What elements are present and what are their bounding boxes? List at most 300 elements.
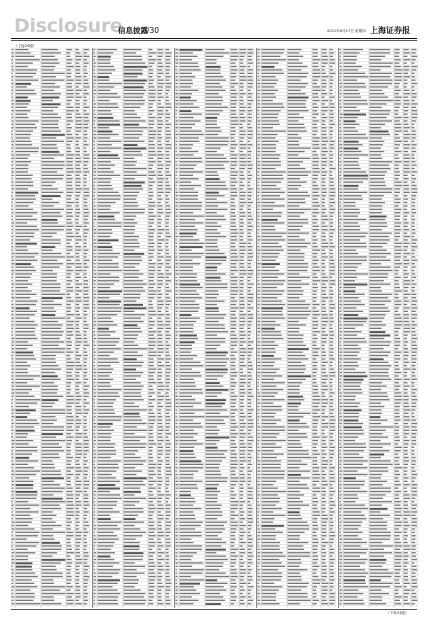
table-cell-text (12, 331, 13, 332)
table-cell-text (322, 525, 327, 526)
table-cell-text (330, 311, 333, 312)
table-cell-text (158, 420, 163, 421)
table-cell-text (322, 76, 329, 77)
table-cell-text (180, 229, 198, 230)
table-cell-text (12, 379, 14, 380)
table-cell-text (288, 226, 303, 227)
table-cell-text (16, 178, 32, 179)
table-cell-text (231, 505, 239, 506)
table-cell-text (248, 586, 254, 587)
table-cell-text (16, 304, 36, 305)
table-cell-text (94, 372, 97, 373)
table-cell-text (180, 256, 202, 257)
table-cell-text (412, 137, 416, 138)
table-cell-text (288, 185, 302, 186)
table-cell-text (124, 437, 146, 438)
table-cell-text (84, 219, 88, 220)
table-cell-text (231, 420, 236, 421)
table-cell-text (313, 447, 317, 448)
table-cell-text (412, 188, 417, 189)
table-cell-text (76, 552, 80, 553)
table-cell-text (16, 80, 39, 81)
table-cell-text (166, 185, 171, 186)
table-cell-text (288, 236, 300, 237)
table-cell-text (12, 413, 14, 414)
table-cell-text (98, 488, 120, 490)
table-cell-text (330, 386, 333, 387)
table-cell-text (231, 501, 239, 502)
table-cell-text (158, 542, 162, 543)
table-cell-text (330, 131, 334, 132)
table-cell-text (206, 481, 228, 482)
table-cell-text (94, 464, 95, 465)
table-cell-text (206, 358, 229, 359)
table-cell-text (76, 93, 80, 94)
table-column-3 (175, 48, 254, 608)
table-cell-text (262, 120, 279, 121)
table-cell-text (330, 182, 334, 183)
table-cell-text (94, 583, 96, 584)
table-cell-text (258, 603, 260, 604)
table-cell-text (288, 583, 309, 584)
table-cell-text (395, 120, 400, 121)
table-cell-text (149, 127, 153, 128)
table-cell-text (412, 73, 415, 74)
table-cell-text (412, 97, 417, 98)
table-cell-text (231, 522, 238, 523)
table-cell-text (42, 294, 66, 295)
table-cell-text (16, 586, 38, 587)
table-cell-text (124, 229, 135, 230)
table-cell-text (94, 260, 96, 261)
table-cell-text (94, 66, 96, 67)
table-cell-text (240, 256, 245, 257)
table-cell-text (76, 481, 82, 482)
table-cell-text (158, 212, 164, 213)
table-cell-text (248, 69, 253, 70)
table-cell-text (206, 212, 217, 213)
table-cell-text (240, 505, 243, 506)
table-cell-text (288, 562, 302, 563)
table-cell-text (124, 522, 145, 523)
table-cell-text (158, 460, 163, 461)
table-cell-text (158, 175, 163, 176)
table-cell-text (76, 222, 79, 223)
table-cell-text (42, 348, 65, 349)
table-cell-text (206, 586, 224, 587)
table-cell-text (313, 226, 319, 227)
table-cell-text (158, 263, 164, 264)
table-cell-text (258, 236, 260, 237)
table-cell-text (158, 409, 162, 410)
table-cell-text (149, 498, 157, 499)
table-cell-text (258, 481, 260, 482)
table-cell-text (344, 63, 356, 64)
table-cell-text (149, 522, 155, 523)
table-cell-text (248, 382, 251, 383)
table-cell-text (124, 103, 145, 104)
table-cell-text (98, 409, 115, 410)
table-cell-text (180, 117, 194, 118)
table-cell-text (248, 464, 253, 465)
table-cell-text (67, 498, 74, 499)
table-cell-text (176, 216, 178, 217)
table-cell-text (180, 358, 194, 359)
table-cell-text (67, 535, 74, 536)
table-cell-text (313, 168, 320, 169)
table-cell-text (84, 406, 87, 407)
table-cell-text (262, 528, 276, 529)
table-cell-text (94, 63, 96, 64)
table-cell-text (94, 437, 96, 438)
table-cell-text (330, 331, 334, 332)
table-cell-text (313, 239, 318, 240)
table-cell-text (262, 110, 281, 111)
table-cell-text (158, 168, 163, 169)
table-cell-text (231, 491, 235, 492)
table-cell-text (258, 321, 261, 322)
table-cell-text (84, 154, 90, 155)
table-cell-text (176, 457, 178, 458)
table-cell-text (288, 307, 309, 308)
table-cell-text (258, 171, 260, 172)
table-cell-text (262, 457, 277, 458)
table-cell-text (84, 579, 89, 580)
table-cell-text (180, 484, 197, 485)
table-cell-text (206, 260, 227, 261)
table-cell-text (412, 154, 415, 155)
table-cell-text (404, 216, 408, 217)
table-cell-text (330, 141, 335, 142)
table-cell-text (76, 287, 80, 288)
table-cell-text (149, 158, 154, 159)
table-cell-text (240, 331, 245, 332)
table-cell-text (67, 341, 72, 342)
table-cell-text (166, 494, 171, 495)
table-cell-text (16, 192, 39, 194)
table-cell-text (158, 396, 165, 397)
table-cell-text (166, 593, 170, 594)
table-cell-text (124, 148, 147, 150)
table-cell-text (42, 382, 55, 383)
table-cell-text (84, 311, 87, 312)
table-cell-text (330, 151, 333, 152)
table-cell-text (16, 569, 33, 570)
table-cell-text (98, 168, 111, 169)
table-cell-text (67, 505, 75, 506)
table-cell-text (94, 175, 96, 176)
table-cell-text (158, 324, 165, 325)
table-cell-text (340, 199, 343, 200)
table-cell-text (240, 267, 245, 268)
table-cell-text (180, 365, 204, 366)
table-cell-text (258, 420, 259, 421)
table-cell-text (94, 552, 97, 553)
table-cell-text (248, 107, 252, 108)
table-cell-text (42, 440, 66, 441)
table-cell-text (262, 239, 286, 240)
table-cell-text (16, 290, 32, 291)
table-cell-text (42, 457, 61, 458)
table-cell-text (94, 416, 96, 417)
table-cell-text (149, 508, 157, 509)
table-cell-text (180, 569, 204, 570)
table-cell-text (313, 450, 318, 451)
table-cell-text (180, 369, 193, 370)
table-cell-text (42, 423, 54, 424)
table-cell-text (67, 66, 74, 67)
table-cell-text (84, 437, 88, 438)
table-cell-text (149, 66, 153, 67)
table-cell-text (124, 474, 137, 475)
table-cell-text (206, 392, 222, 393)
table-cell-text (288, 508, 301, 509)
table-cell-text (16, 110, 31, 111)
table-cell-text (166, 535, 170, 536)
table-cell-text (176, 545, 179, 546)
table-cell-text (370, 86, 388, 87)
table-cell-text (42, 202, 60, 203)
table-cell-text (262, 250, 284, 251)
table-cell-text (313, 144, 320, 145)
table-cell-text (340, 59, 341, 60)
table-cell-text (313, 148, 320, 149)
table-cell-text (288, 73, 309, 74)
table-cell-text (16, 549, 28, 550)
table-cell-text (98, 426, 111, 427)
table-cell-text (322, 593, 327, 594)
table-cell-text (84, 413, 88, 414)
table-cell-text (258, 590, 260, 591)
table-cell-text (67, 375, 73, 376)
table-cell-text (180, 522, 203, 523)
table-cell-text (98, 209, 111, 210)
table-cell-text (344, 114, 367, 116)
table-cell-text (12, 515, 14, 516)
table-cell-text (94, 124, 95, 125)
table-cell-text (16, 372, 29, 373)
table-cell-text (248, 603, 252, 604)
table-cell-text (180, 63, 198, 64)
table-cell-text (180, 287, 203, 288)
table-cell-text (16, 467, 34, 468)
table-cell-text (166, 447, 171, 448)
table-cell-text (84, 137, 88, 138)
table-cell-text (240, 450, 246, 451)
table-cell-text (166, 103, 171, 104)
table-cell-text (124, 131, 144, 132)
table-cell-text (166, 328, 171, 329)
table-cell-text (166, 137, 171, 138)
table-cell-text (76, 328, 80, 329)
table-cell-text (248, 93, 253, 94)
table-cell-text (240, 287, 244, 288)
table-cell-text (206, 600, 225, 601)
table-cell-text (206, 226, 222, 227)
table-cell-text (344, 168, 361, 169)
table-cell-text (67, 294, 71, 295)
table-cell-text (67, 273, 72, 274)
table-cell-text (98, 56, 111, 58)
table-cell-text (206, 209, 228, 210)
table-cell-text (322, 362, 328, 363)
table-cell-text (16, 314, 35, 315)
table-cell-text (330, 284, 336, 285)
table-cell-text (288, 569, 308, 570)
table-cell-text (98, 355, 110, 356)
table-cell-text (124, 569, 137, 570)
table-cell-text (158, 331, 162, 332)
table-cell-text (124, 151, 141, 152)
table-cell-text (124, 304, 143, 306)
table-cell-text (158, 559, 165, 560)
table-cell-text (313, 171, 320, 172)
table-cell-text (412, 86, 415, 87)
table-cell-text (344, 127, 356, 128)
table-cell-text (76, 426, 80, 427)
table-cell-text (258, 324, 260, 325)
table-cell-text (313, 396, 320, 397)
table-cell-text (158, 522, 162, 523)
table-cell-text (288, 290, 304, 291)
table-cell-text (288, 528, 310, 529)
table-cell-text (76, 508, 79, 509)
table-cell-text (262, 348, 276, 349)
table-cell-text (176, 324, 178, 325)
table-cell-text (12, 409, 15, 410)
table-cell-text (180, 454, 195, 455)
table-cell-text (158, 267, 162, 268)
table-cell-text (124, 518, 136, 520)
table-cell-text (412, 76, 415, 77)
table-cell-text (158, 161, 162, 162)
table-cell-text (158, 141, 161, 142)
table-cell-text (84, 430, 88, 431)
table-cell-text (124, 124, 139, 126)
table-cell-text (313, 542, 319, 543)
table-cell-text (166, 161, 171, 162)
table-cell-text (166, 202, 169, 203)
table-cell-text (262, 498, 281, 499)
table-cell-text (176, 477, 178, 478)
table-cell-text (16, 301, 38, 302)
table-cell-text (176, 141, 178, 142)
table-cell-text (94, 233, 97, 234)
table-cell-text (84, 131, 87, 132)
table-cell-text (206, 396, 217, 397)
table-cell-text (84, 552, 89, 553)
table-cell-text (42, 199, 53, 200)
table-cell-text (166, 127, 170, 128)
table-cell-text (166, 287, 170, 288)
table-cell-text (84, 304, 89, 305)
table-cell-text (313, 545, 318, 546)
table-cell-text (98, 552, 115, 553)
table-cell-text (94, 474, 95, 475)
table-cell-text (248, 182, 251, 183)
table-cell-text (313, 345, 317, 346)
table-cell-text (67, 284, 71, 285)
table-cell-text (206, 579, 218, 581)
table-cell-text (98, 328, 109, 330)
table-cell-text (248, 280, 251, 281)
table-cell-text (94, 409, 97, 410)
table-cell-text (158, 124, 164, 125)
table-cell-text (180, 277, 197, 278)
table-cell-text (166, 573, 170, 574)
table-cell-text (231, 443, 236, 444)
table-cell-text (258, 338, 260, 339)
table-cell-text (67, 494, 74, 495)
table-cell-text (67, 474, 74, 475)
table-cell-text (84, 307, 89, 308)
table-cell-text (240, 137, 245, 138)
table-cell-text (344, 86, 367, 87)
table-cell-text (12, 556, 14, 557)
table-cell-text (12, 518, 13, 519)
table-cell-text (248, 127, 252, 128)
table-cell-text (258, 477, 261, 478)
table-cell-text (12, 304, 14, 305)
table-cell-text (158, 484, 162, 485)
table-cell-text (67, 386, 71, 387)
table-cell-text (206, 233, 221, 234)
table-cell-text (98, 171, 114, 172)
table-cell-text (412, 66, 418, 67)
table-cell-text (248, 134, 253, 135)
table-cell-text (158, 233, 163, 234)
table-cell-text (404, 131, 409, 132)
table-cell-text (240, 498, 243, 499)
table-cell-text (94, 171, 96, 172)
table-cell-text (94, 154, 96, 155)
table-cell-text (12, 365, 14, 366)
table-cell-text (84, 280, 89, 281)
table-cell-text (158, 311, 162, 312)
table-cell-text (166, 233, 170, 234)
table-cell-text (262, 522, 274, 523)
table-cell-text (206, 59, 217, 60)
table-cell-text (42, 392, 57, 393)
table-cell-text (404, 195, 408, 196)
table-cell-text (42, 443, 59, 444)
table-cell-text (158, 83, 165, 84)
table-cell-text (124, 562, 135, 563)
table-cell-text (262, 233, 287, 234)
table-cell-text (180, 294, 200, 295)
table-cell-text (180, 311, 199, 312)
table-cell-text (76, 219, 79, 220)
table-cell-text (248, 341, 253, 342)
table-cell-text (98, 49, 117, 50)
table-cell-text (262, 508, 283, 509)
table-cell-text (166, 49, 170, 50)
table-cell-text (166, 219, 169, 220)
table-cell-text (180, 338, 199, 339)
table-cell-text (206, 522, 227, 523)
table-cell-text (322, 457, 326, 458)
table-cell-text (258, 239, 260, 240)
table-cell-text (231, 212, 235, 213)
table-cell-text (412, 209, 416, 210)
table-cell-text (313, 280, 321, 281)
table-cell-text (176, 508, 178, 509)
table-cell-text (67, 399, 74, 400)
table-cell-text (12, 171, 14, 172)
table-cell-text (240, 93, 246, 94)
table-cell-text (240, 294, 244, 295)
table-cell-text (67, 477, 71, 478)
